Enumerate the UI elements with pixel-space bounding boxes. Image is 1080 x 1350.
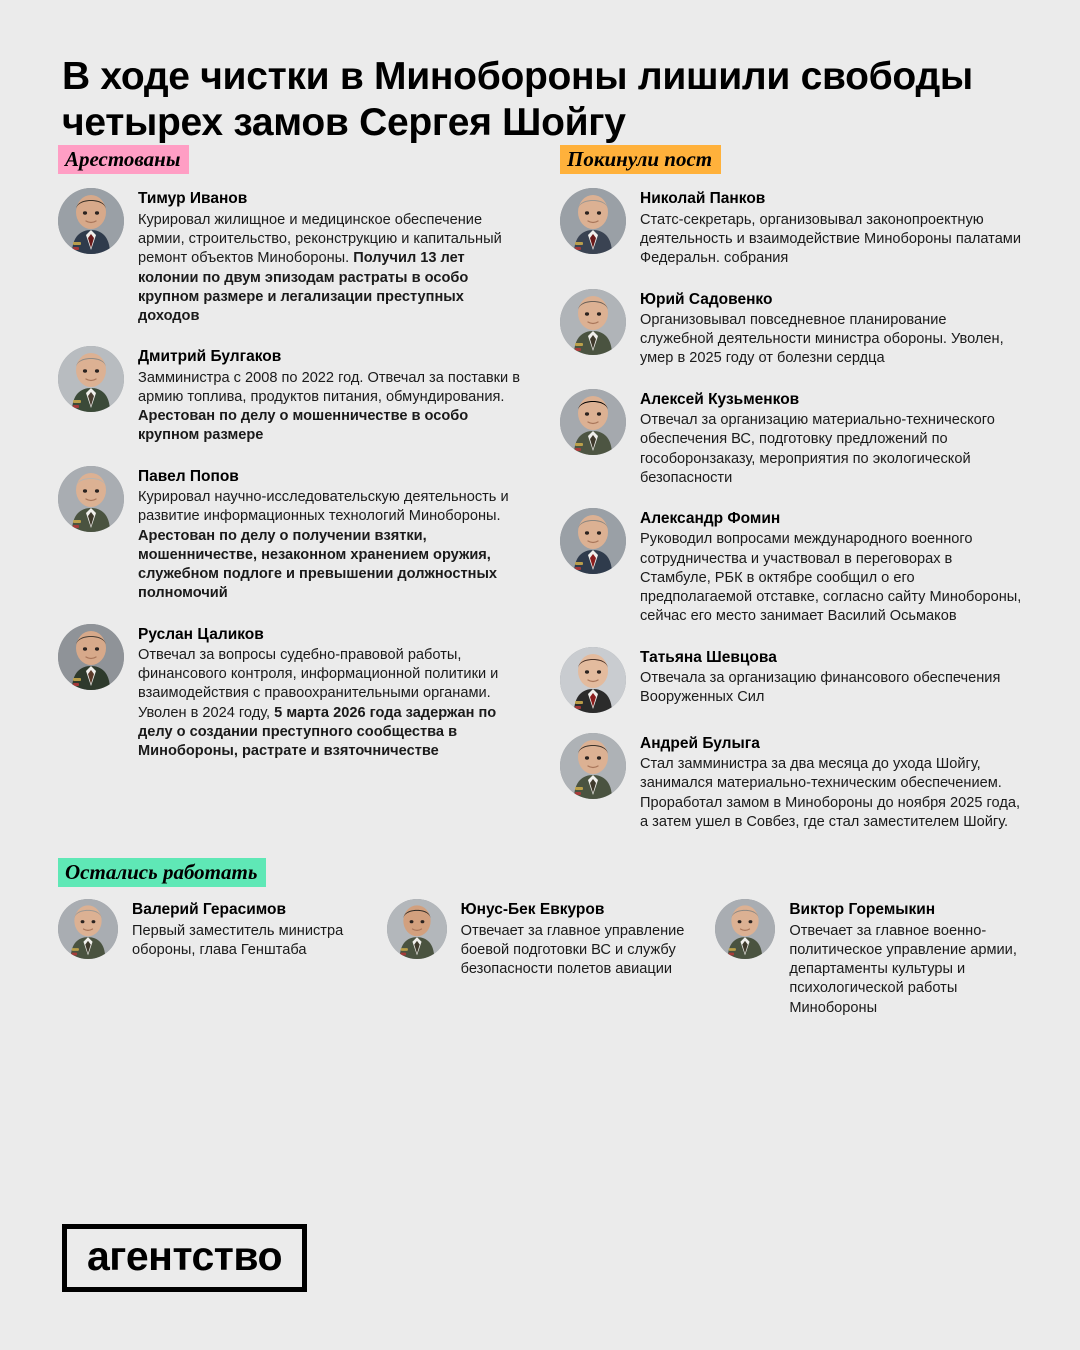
person-description-plain: Отвечал за организацию материально-технического обеспечения ВС, подготовку предложений по гособоронзаказу, мероприятия по экологической безопасности xyxy=(640,412,995,486)
person-name: Александр Фомин xyxy=(640,510,781,528)
person-card xyxy=(58,346,520,445)
person-name: Дмитрий Булгаков xyxy=(138,348,282,366)
person-name: Алексей Кузьменков xyxy=(640,390,800,408)
avatar xyxy=(58,899,118,959)
person-body xyxy=(640,389,1022,488)
person-description xyxy=(640,530,1022,626)
avatar xyxy=(560,289,626,355)
person-description-plain: Руководил вопросами международного военного сотрудничества и участвовал в переговорах в Стамбуле, РБК в октябре сообщил о его предполагаемой отставке, согласно сайту Минобороны, сейчас его место занимает Василий Осьмаков xyxy=(640,531,1022,625)
person-body xyxy=(132,899,365,960)
section-header-arrested-wrap xyxy=(58,145,520,174)
person-name: Павел Попов xyxy=(138,467,239,485)
person-card xyxy=(58,466,520,604)
person-card xyxy=(560,647,1022,713)
person-card xyxy=(387,899,694,1018)
person-description xyxy=(789,922,1022,1018)
person-body xyxy=(640,647,1022,708)
page-title: В ходе чистки в Минобороны лишили свободы четырех замов Сергея Шойгу xyxy=(62,55,973,144)
avatar xyxy=(58,188,124,254)
agency-logo xyxy=(62,1224,307,1292)
section-still-working xyxy=(58,858,1022,1018)
person-description-plain: Первый заместитель министра обороны, глава Генштаба xyxy=(132,922,344,958)
person-card xyxy=(58,188,520,326)
person-name: Юнус-Бек Евкуров xyxy=(460,901,605,919)
person-body xyxy=(138,624,520,762)
person-description-plain: Отвечал за вопросы судебно-правовой работы, финансового контроля, информационной политики и взаимодействия с правоохранительными органами. Уволен в 2024 году, xyxy=(138,646,499,721)
person-name: Юрий Садовенко xyxy=(640,290,773,308)
person-name: Татьяна Шевцова xyxy=(640,648,777,666)
person-card xyxy=(560,289,1022,369)
person-description xyxy=(640,211,1022,269)
person-description-plain: Стал замминистра за два месяца до ухода Шойгу, занимался материально-техническим обеспечением. Проработал замом в Минобороны до ноября 2025 года, а затем ушел в Совбез, где стал заместителем Шойгу. xyxy=(640,756,1020,830)
person-body xyxy=(789,899,1022,1018)
main-columns xyxy=(58,145,1022,852)
avatar xyxy=(58,466,124,532)
person-card xyxy=(560,188,1022,268)
person-description xyxy=(640,311,1022,369)
person-description xyxy=(138,488,520,604)
person-card xyxy=(58,899,365,1018)
person-description-plain: Организовывал повседневное планирование служебной деятельности министра обороны. Уволен, умер в 2025 году от болезни сердца xyxy=(640,311,1004,367)
person-description-plain: Курировал научно-исследовательскую деятельность и развитие информационных технологий Минобороны. xyxy=(138,489,509,525)
person-description-plain: Отвечала за организацию финансового обеспечения Вооруженных Сил xyxy=(640,670,1001,706)
avatar xyxy=(387,899,447,959)
person-list-arrested xyxy=(58,188,520,761)
person-body xyxy=(138,346,520,445)
person-body xyxy=(640,289,1022,369)
person-name: Руслан Цаликов xyxy=(138,625,264,643)
person-list-left-post xyxy=(560,188,1022,832)
person-card xyxy=(58,624,520,762)
person-name: Андрей Булыга xyxy=(640,734,760,752)
person-name: Тимур Иванов xyxy=(138,190,248,208)
avatar xyxy=(560,647,626,713)
person-description xyxy=(138,646,520,762)
person-description-plain: Отвечает за главное военно-политическое управление армии, департаменты культуры и психологической работы Минобороны xyxy=(789,922,1017,1016)
person-card xyxy=(560,389,1022,488)
person-description xyxy=(138,211,520,327)
avatar xyxy=(560,733,626,799)
person-description-plain: Отвечает за главное управление боевой подготовки ВС и службу безопасности полетов авиации xyxy=(460,922,685,978)
person-description-highlight: 5 марта 2026 года задержан по делу о создании преступного сообщества в Минобороны, растрате и взяточничестве xyxy=(138,704,497,760)
person-description xyxy=(461,922,694,980)
person-name: Виктор Горемыкин xyxy=(789,901,936,919)
person-card xyxy=(560,508,1022,627)
section-header-still-working-wrap xyxy=(58,858,1022,887)
person-name: Валерий Герасимов xyxy=(132,901,287,919)
section-header-still-working: Остались работать xyxy=(58,858,266,887)
person-body xyxy=(138,466,520,604)
column-arrested xyxy=(58,145,520,852)
person-description-highlight: Арестован по делу о мошенничестве в особо крупном размере xyxy=(138,408,469,444)
person-list-still-working xyxy=(58,899,1022,1018)
person-description xyxy=(640,755,1022,832)
person-body xyxy=(640,508,1022,627)
person-description-plain: Курировал жилищное и медицинское обеспечение армии, строительство, реконструкцию и капитальный ремонт объектов Минобороны. xyxy=(138,211,502,267)
person-description-highlight: Получил 13 лет колонии по двум эпизодам растраты в особо крупном размере и легализации преступных доходов xyxy=(138,250,469,325)
avatar xyxy=(560,508,626,574)
person-name: Николай Панков xyxy=(640,190,766,208)
section-header-arrested: Арестованы xyxy=(58,145,189,174)
person-description-plain: Замминистра с 2008 по 2022 год. Отвечал за поставки в армию топлива, продуктов питания, обмундирования. xyxy=(138,369,520,405)
person-body xyxy=(461,899,694,979)
avatar xyxy=(560,188,626,254)
agency-logo-text: агентство xyxy=(87,1233,283,1279)
person-description-highlight: Арестован по делу о получении взятки, мошенничестве, незаконном хранением оружия, служебном подлоге и превышении должностных полномочий xyxy=(138,527,498,602)
person-description xyxy=(138,369,520,446)
avatar xyxy=(58,624,124,690)
person-body xyxy=(640,188,1022,268)
person-description xyxy=(640,669,1022,708)
avatar xyxy=(715,899,775,959)
person-card xyxy=(560,733,1022,832)
person-description xyxy=(640,411,1022,488)
person-body xyxy=(138,188,520,326)
person-body xyxy=(640,733,1022,832)
section-header-left-post: Покинули пост xyxy=(560,145,721,174)
avatar xyxy=(560,389,626,455)
section-header-left-post-wrap xyxy=(560,145,1022,174)
column-left-post xyxy=(560,145,1022,852)
person-description-plain: Статс-секретарь, организовывал законопроектную деятельность и взаимодействие Минобороны палатами Федеральн. собрания xyxy=(640,211,1021,267)
avatar xyxy=(58,346,124,412)
person-description xyxy=(132,922,365,961)
person-card xyxy=(715,899,1022,1018)
